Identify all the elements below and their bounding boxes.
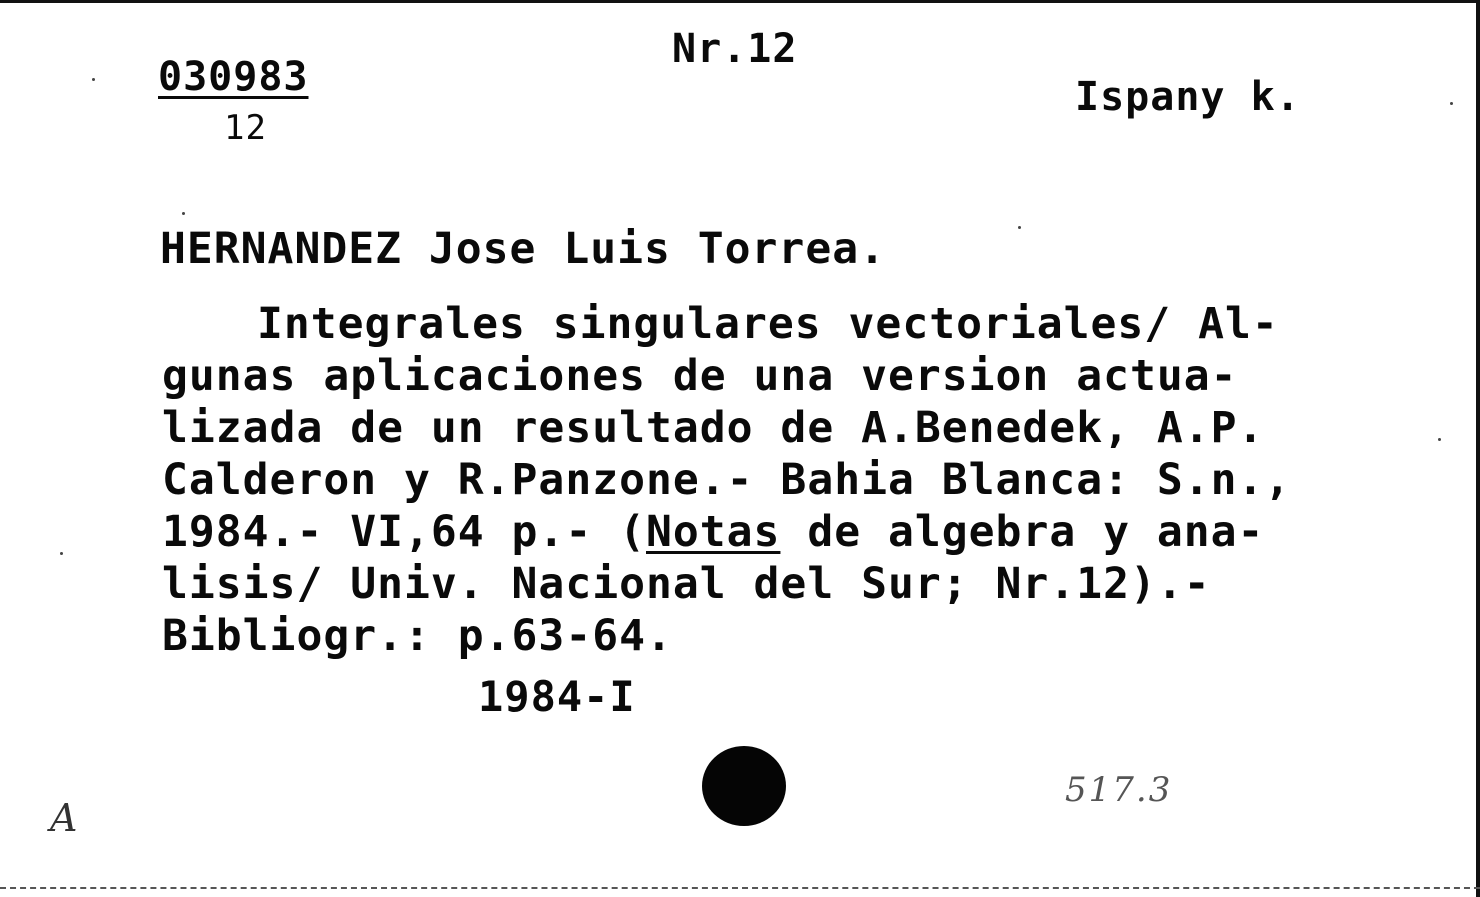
card-bottom-edge — [0, 887, 1480, 889]
series-title-underlined: Notas — [646, 507, 781, 557]
punch-hole — [702, 746, 786, 826]
card-right-edge — [1476, 0, 1480, 897]
handwritten-classification: 517.3 — [1065, 770, 1173, 810]
paper-speck — [1438, 438, 1441, 441]
year-code: 1984-I — [478, 672, 636, 721]
description-line: lizada de un resultado de A.Benedek, A.P. — [162, 403, 1265, 453]
paper-speck — [1018, 226, 1021, 229]
card-top-edge — [0, 0, 1480, 3]
paper-speck — [182, 212, 185, 215]
description-line: Calderon y R.Panzone.- Bahia Blanca: S.n., — [162, 455, 1292, 505]
language-note: Ispany k. — [1075, 74, 1301, 120]
description-line — [162, 506, 1422, 558]
accession-number: 030983 — [158, 54, 309, 100]
description-line: lisis/ Univ. Nacional del Sur; Nr.12).- — [162, 559, 1211, 609]
paper-speck — [92, 78, 95, 81]
accession-subnumber: 12 — [224, 108, 267, 148]
description-segment: de algebra y ana- — [780, 507, 1265, 557]
bibliographic-description — [162, 298, 1422, 662]
author-heading: HERNANDEZ Jose Luis Torrea. — [160, 224, 886, 274]
description-line: gunas aplicaciones de una version actua- — [162, 351, 1238, 401]
description-segment: 1984.- VI,64 p.- ( — [162, 507, 646, 557]
description-line: Bibliogr.: p.63-64. — [162, 611, 673, 661]
description-line: Integrales singulares vectoriales/ Al- — [257, 299, 1279, 349]
paper-speck — [60, 552, 63, 555]
paper-speck — [1450, 102, 1453, 105]
card-number: Nr.12 — [672, 26, 798, 72]
handwritten-mark: A — [50, 796, 78, 840]
